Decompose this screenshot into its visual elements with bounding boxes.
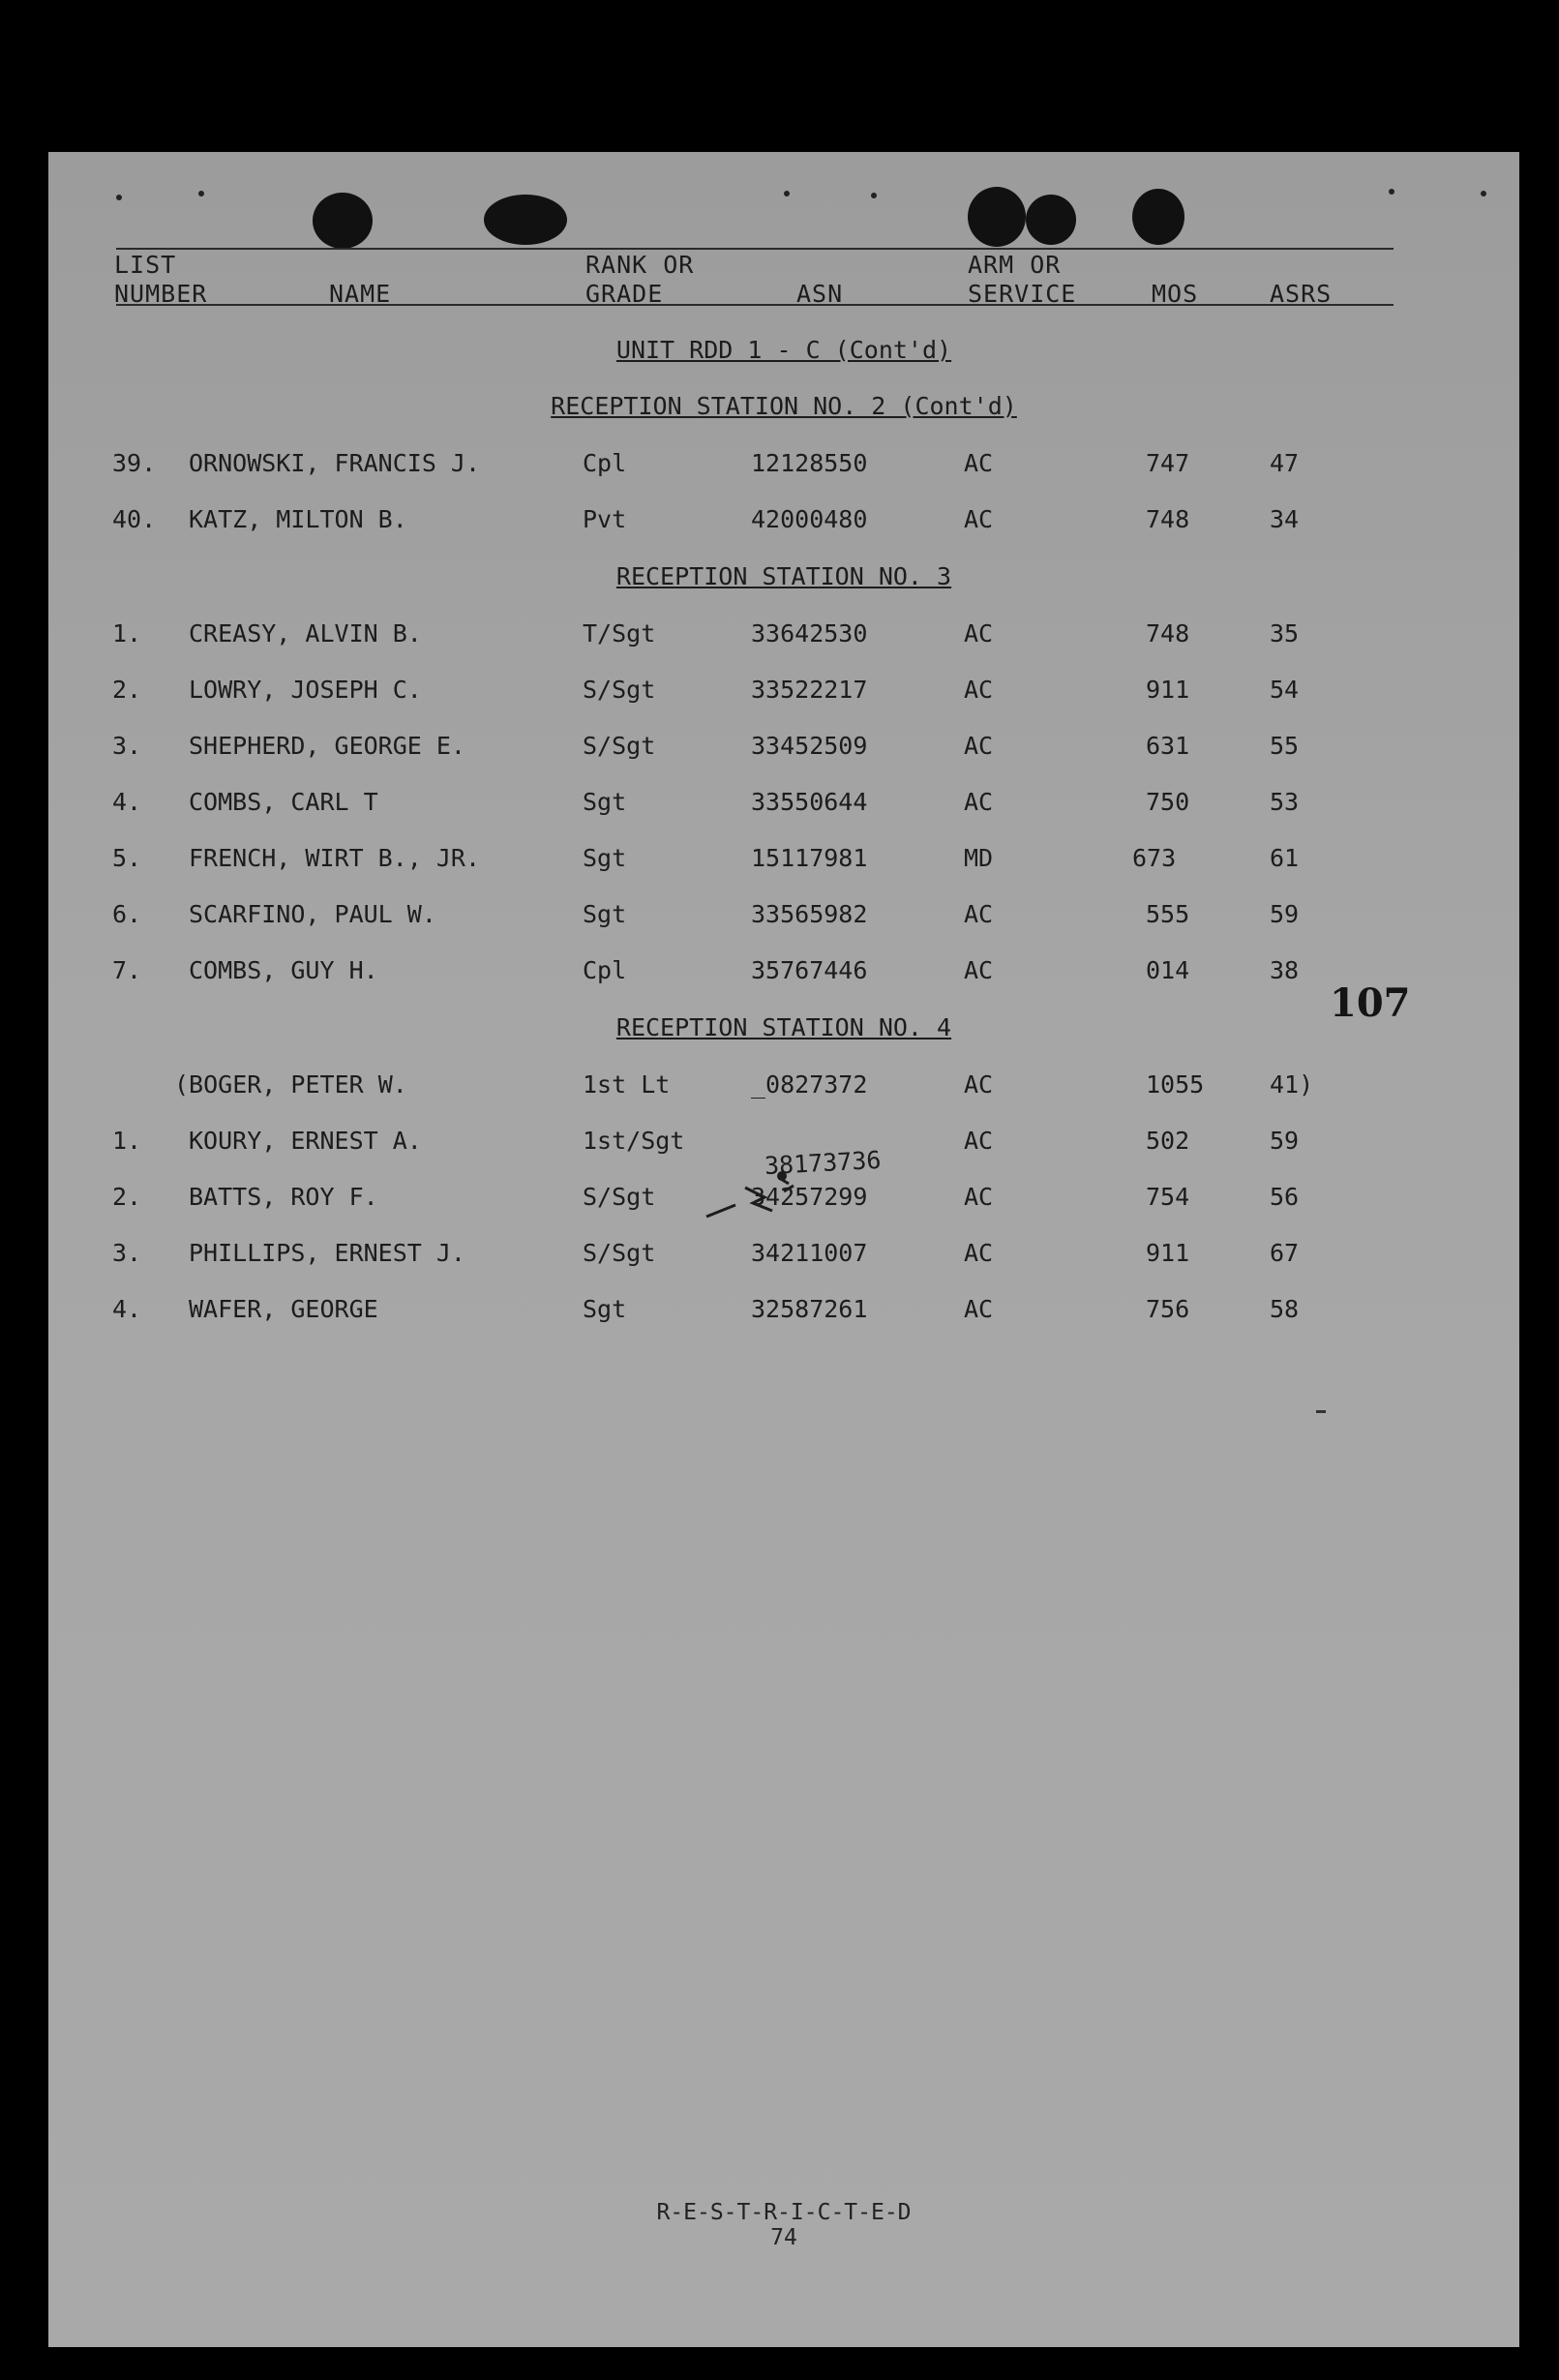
arm: AC	[964, 1183, 994, 1211]
asn: 32587261	[751, 1295, 868, 1323]
arm: AC	[964, 956, 994, 984]
header-bottom-rule	[116, 304, 1394, 306]
asrs: 35	[1270, 619, 1300, 648]
punch-hole	[313, 193, 373, 249]
name: BATTS, ROY F.	[189, 1183, 378, 1211]
name: KATZ, MILTON B.	[189, 505, 407, 533]
grade: S/Sgt	[583, 1183, 656, 1211]
asrs: 59	[1270, 1127, 1300, 1155]
grade: S/Sgt	[583, 676, 656, 704]
asrs: 41)	[1270, 1070, 1314, 1099]
list-number: 3.	[112, 732, 142, 760]
grade: S/Sgt	[583, 1239, 656, 1267]
list-number: 1.	[112, 619, 142, 648]
list-number: 5.	[112, 844, 142, 872]
table-row	[48, 956, 1519, 995]
mos: 750	[1146, 788, 1190, 816]
punch-hole	[484, 195, 567, 245]
header-top-rule	[116, 248, 1394, 250]
grade: Sgt	[583, 900, 627, 928]
arm: AC	[964, 788, 994, 816]
header-asrs: ASRS	[1270, 280, 1333, 308]
table-row	[48, 1295, 1519, 1334]
speck	[116, 195, 122, 200]
asn: 33642530	[751, 619, 868, 648]
mos: 911	[1146, 676, 1190, 704]
document-page	[48, 152, 1519, 2347]
punch-hole	[968, 187, 1026, 247]
mos: 1055	[1146, 1070, 1205, 1099]
name: COMBS, GUY H.	[189, 956, 378, 984]
table-row	[48, 732, 1519, 770]
grade: S/Sgt	[583, 732, 656, 760]
name: CREASY, ALVIN B.	[189, 619, 422, 648]
grade: Cpl	[583, 956, 627, 984]
table-row	[48, 788, 1519, 827]
handwritten-asn: 38173736	[764, 1145, 883, 1181]
arm: AC	[964, 449, 994, 477]
mos: 631	[1146, 732, 1190, 760]
name: (BOGER, PETER W.	[174, 1070, 407, 1099]
asrs: 38	[1270, 956, 1300, 984]
grade: Pvt	[583, 505, 627, 533]
list-number: 1.	[112, 1127, 142, 1155]
list-number: 3.	[112, 1239, 142, 1267]
speck	[198, 191, 204, 196]
arm: AC	[964, 1070, 994, 1099]
punch-hole	[1026, 195, 1076, 245]
asn: 33452509	[751, 732, 868, 760]
name: LOWRY, JOSEPH C.	[189, 676, 422, 704]
mos: 756	[1146, 1295, 1190, 1323]
page-number: 74	[770, 2225, 797, 2250]
asn: 35767446	[751, 956, 868, 984]
asrs: 47	[1270, 449, 1300, 477]
grade: Sgt	[583, 844, 627, 872]
asrs: 54	[1270, 676, 1300, 704]
asn: 33522217	[751, 676, 868, 704]
name: COMBS, CARL T	[189, 788, 378, 816]
list-number: 4.	[112, 788, 142, 816]
list-number: 40.	[112, 505, 157, 533]
mos: 748	[1146, 619, 1190, 648]
header-name: NAME	[329, 280, 392, 308]
header-arm: ARM OR SERVICE	[968, 251, 1077, 308]
table-row	[48, 505, 1519, 544]
unit-title: UNIT RDD 1 - C (Cont'd)	[615, 336, 952, 364]
name: ORNOWSKI, FRANCIS J.	[189, 449, 481, 477]
mos: 502	[1146, 1127, 1190, 1155]
name: WAFER, GEORGE	[189, 1295, 378, 1323]
list-number: 4.	[112, 1295, 142, 1323]
list-number: 2.	[112, 1183, 142, 1211]
speck	[1389, 189, 1394, 195]
name: PHILLIPS, ERNEST J.	[189, 1239, 465, 1267]
section-title: RECEPTION STATION NO. 4	[615, 1013, 952, 1041]
list-number: 2.	[112, 676, 142, 704]
header-rank: RANK OR GRADE	[585, 251, 695, 308]
mos: 747	[1146, 449, 1190, 477]
asn: 34211007	[751, 1239, 868, 1267]
grade: 1st/Sgt	[583, 1127, 685, 1155]
classification-footer: R-E-S-T-R-I-C-T-E-D	[656, 2200, 912, 2225]
asn: 12128550	[751, 449, 868, 477]
arm: AC	[964, 732, 994, 760]
table-row	[48, 844, 1519, 883]
speck	[871, 193, 877, 198]
mos: 911	[1146, 1239, 1190, 1267]
table-row	[48, 900, 1519, 939]
arm: AC	[964, 1239, 994, 1267]
page-stamp: 107	[1330, 980, 1411, 1026]
table-row	[48, 449, 1519, 488]
section-title: RECEPTION STATION NO. 2 (Cont'd)	[551, 392, 1017, 420]
stray-mark	[1316, 1410, 1326, 1413]
list-number: 6.	[112, 900, 142, 928]
asrs: 56	[1270, 1183, 1300, 1211]
header-mos: MOS	[1152, 280, 1199, 308]
header-list-number: LIST NUMBER	[114, 251, 208, 308]
arm: MD	[964, 844, 994, 872]
asn: 15117981	[751, 844, 868, 872]
asrs: 58	[1270, 1295, 1300, 1323]
mos: 673	[1132, 844, 1177, 872]
arm: AC	[964, 1295, 994, 1323]
asrs: 34	[1270, 505, 1300, 533]
punch-hole	[1132, 189, 1184, 245]
speck	[784, 191, 790, 196]
header-asn: ASN	[796, 280, 844, 308]
grade: Sgt	[583, 1295, 627, 1323]
asrs: 61	[1270, 844, 1300, 872]
asrs: 53	[1270, 788, 1300, 816]
mos: 555	[1146, 900, 1190, 928]
asrs: 67	[1270, 1239, 1300, 1267]
table-row	[48, 1239, 1519, 1278]
asn: _0827372	[751, 1070, 868, 1099]
table-row	[48, 619, 1519, 658]
table-row	[48, 1070, 1519, 1109]
speck	[1481, 191, 1486, 196]
mos: 754	[1146, 1183, 1190, 1211]
section-title: RECEPTION STATION NO. 3	[615, 562, 952, 590]
list-number: 39.	[112, 449, 157, 477]
asrs: 59	[1270, 900, 1300, 928]
grade: 1st Lt	[583, 1070, 671, 1099]
mos: 748	[1146, 505, 1190, 533]
table-row	[48, 676, 1519, 714]
grade: T/Sgt	[583, 619, 656, 648]
arm: AC	[964, 1127, 994, 1155]
asn: 42000480	[751, 505, 868, 533]
table-row	[48, 1183, 1519, 1221]
asn: 33565982	[751, 900, 868, 928]
asrs: 55	[1270, 732, 1300, 760]
arm: AC	[964, 505, 994, 533]
asn: 34257299	[751, 1183, 868, 1211]
list-number: 7.	[112, 956, 142, 984]
asn: 33550644	[751, 788, 868, 816]
arm: AC	[964, 900, 994, 928]
name: FRENCH, WIRT B., JR.	[189, 844, 481, 872]
name: KOURY, ERNEST A.	[189, 1127, 422, 1155]
grade: Cpl	[583, 449, 627, 477]
arm: AC	[964, 676, 994, 704]
name: SHEPHERD, GEORGE E.	[189, 732, 465, 760]
arm: AC	[964, 619, 994, 648]
mos: 014	[1146, 956, 1190, 984]
name: SCARFINO, PAUL W.	[189, 900, 436, 928]
grade: Sgt	[583, 788, 627, 816]
